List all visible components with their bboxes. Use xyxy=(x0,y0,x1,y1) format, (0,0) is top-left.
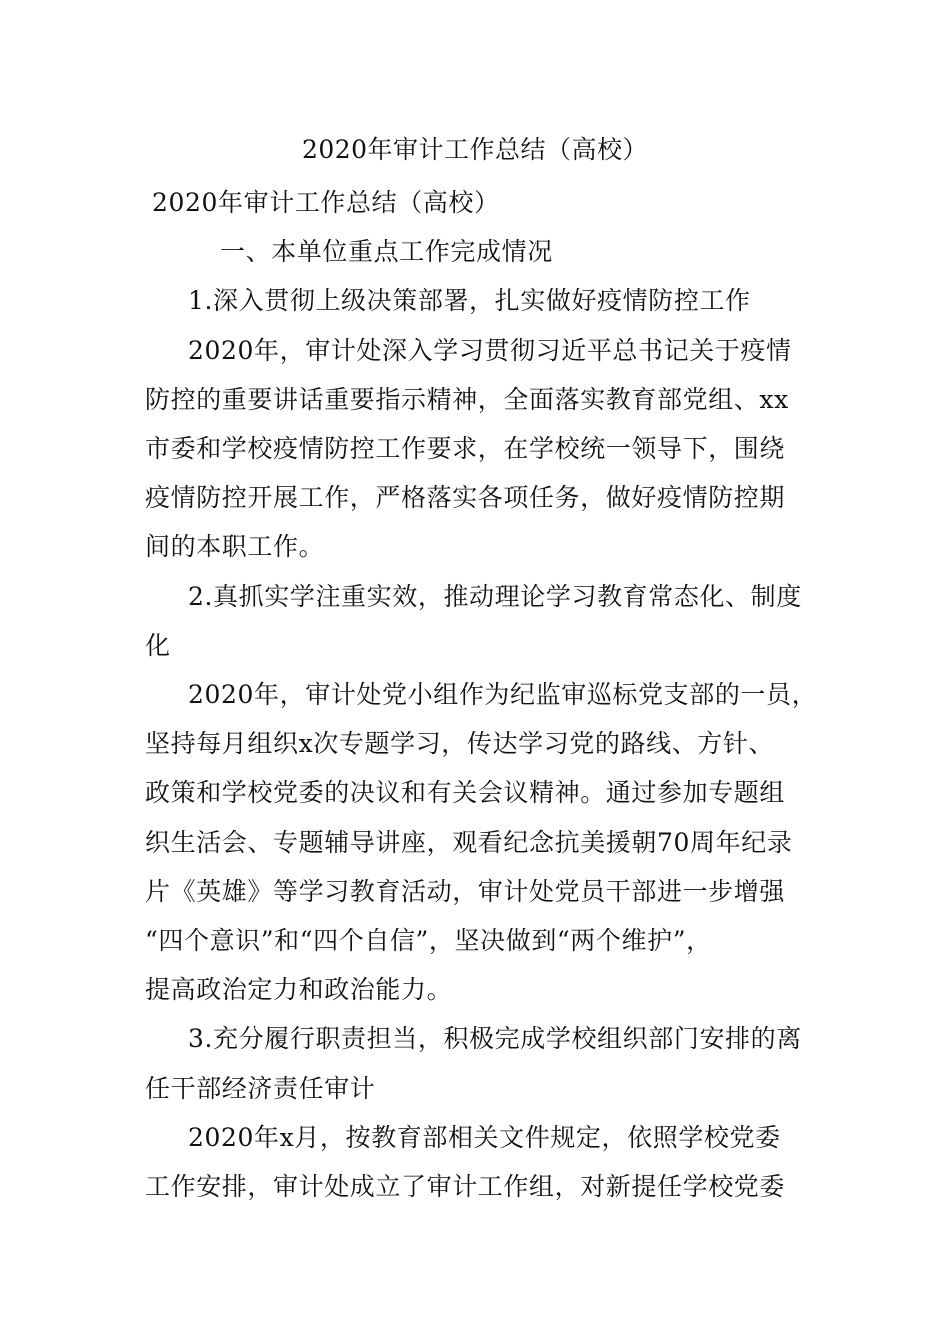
paragraph-line: 织生活会、专题辅导讲座，观看纪念抗美援朝70周年纪录 xyxy=(145,827,793,857)
paragraph-line: 工作安排，审计处成立了审计工作组，对新提任学校党委 xyxy=(145,1172,786,1202)
document-subtitle: 2020年审计工作总结（高校） xyxy=(152,188,500,217)
paragraph-line: “四个意识”和“四个自信”，坚决做到“两个维护”， xyxy=(145,926,712,956)
subheading-3-continued: 任干部经济责任审计 xyxy=(145,1073,376,1103)
subheading-2-continued: 化 xyxy=(145,630,171,660)
paragraph-line: 提高政治定力和政治能力。 xyxy=(145,975,453,1005)
paragraph-line: 政策和学校党委的决议和有关会议精神。通过参加专题组 xyxy=(145,778,786,808)
section-heading: 一、本单位重点工作完成情况 xyxy=(220,237,553,267)
paragraph-line: 间的本职工作。 xyxy=(145,532,325,562)
paragraph-line: 疫情防控开展工作，严格落实各项任务，做好疫情防控期 xyxy=(145,483,786,513)
paragraph-line: 市委和学校疫情防控工作要求，在学校统一领导下，围绕 xyxy=(145,434,786,464)
paragraph-line: 2020年，审计处深入学习贯彻习近平总书记关于疫情 xyxy=(188,335,792,365)
paragraph-line: 2020年x月，按教育部相关文件规定，依照学校党委 xyxy=(188,1122,781,1152)
subheading-2: 2.真抓实学注重实效，推动理论学习教育常态化、制度 xyxy=(188,581,802,611)
paragraph-line: 防控的重要讲话重要指示精神，全面落实教育部党组、xx xyxy=(145,384,789,414)
document-title: 2020年审计工作总结（高校） xyxy=(301,135,649,164)
subheading-1: 1.深入贯彻上级决策部署，扎实做好疫情防控工作 xyxy=(188,286,751,316)
paragraph-line: 坚持每月组织x次专题学习，传达学习党的路线、方针、 xyxy=(145,729,775,759)
paragraph-line: 2020年，审计处党小组作为纪监审巡标党支部的一员， xyxy=(188,680,818,710)
document-body xyxy=(145,178,818,1211)
paragraph-line: 片《英雄》等学习教育活动，审计处党员干部进一步增强 xyxy=(145,876,786,906)
subheading-3: 3.充分履行职责担当，积极完成学校组织部门安排的离 xyxy=(188,1024,802,1054)
